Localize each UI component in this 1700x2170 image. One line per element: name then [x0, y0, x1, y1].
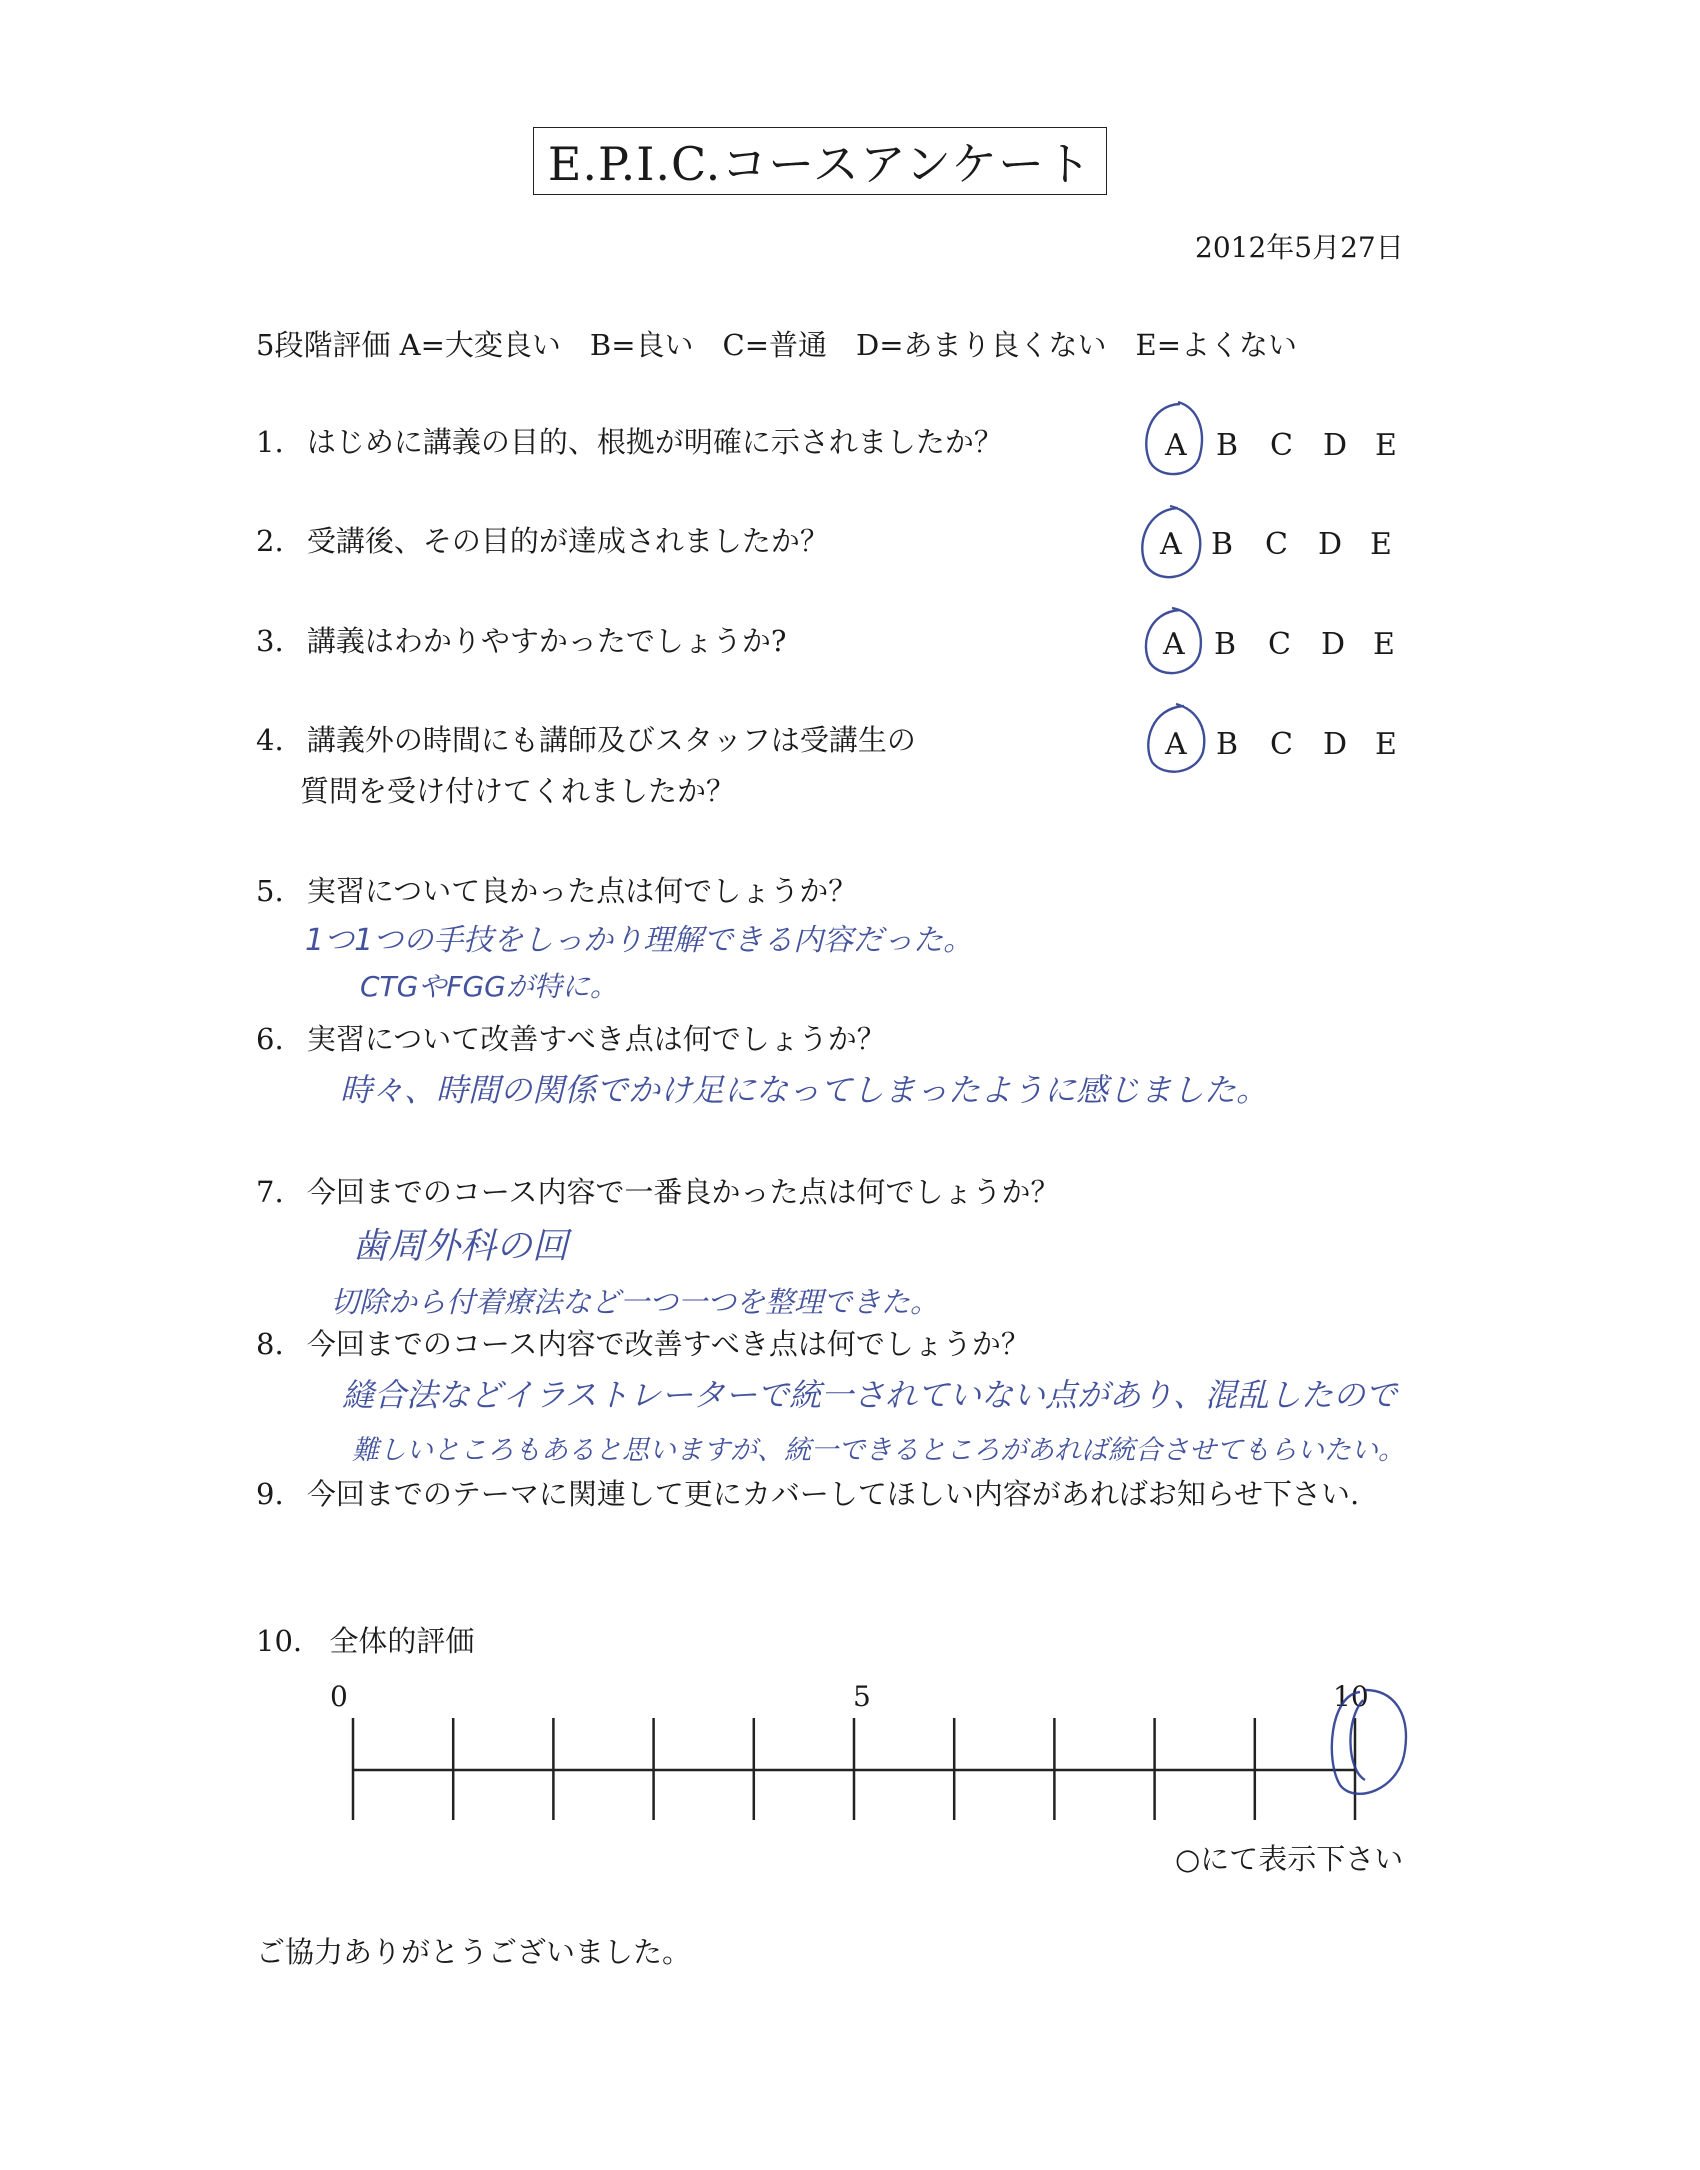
question-text: 全体的評価	[329, 1624, 475, 1658]
rating-legend: 5段階評価 A=大変良い B=良い C=普通 D=あまり良くない E=よくない	[256, 328, 1298, 362]
selection-circle-mark	[1332, 1690, 1406, 1794]
choice-e[interactable]: E	[1373, 627, 1395, 662]
question-text: 今回までのテーマに関連して更にカバーしてほしい内容があればお知らせ下さい.	[306, 1477, 1360, 1511]
choice-b[interactable]: B	[1216, 428, 1239, 463]
choice-c[interactable]: C	[1270, 727, 1293, 762]
question-number: 1.	[256, 425, 284, 459]
question-text: 今回までのコース内容で改善すべき点は何でしょうか？	[306, 1327, 1030, 1361]
choice-e[interactable]: E	[1375, 727, 1397, 762]
thanks-message: ご協力ありがとうございました。	[256, 1935, 692, 1969]
answer-5-line-1: 1つ1つの手技をしっかり理解できる内容だった。	[305, 923, 974, 958]
question-text: 講義外の時間にも講師及びスタッフは受講生の	[306, 723, 916, 757]
choice-b[interactable]: B	[1216, 727, 1239, 762]
question-number: 7.	[256, 1175, 284, 1209]
question-number: 3.	[256, 624, 284, 658]
answer-8-line-1: 縫合法などイラストレーターで統一されていない点があり、混乱したので	[342, 1376, 1398, 1414]
answer-7-line-2: 切除から付着療法など一つ一つを整理できた。	[330, 1285, 940, 1319]
choice-c[interactable]: C	[1265, 527, 1288, 562]
choice-a[interactable]: A	[1160, 527, 1182, 562]
scale-label-0: 0	[330, 1680, 348, 1713]
choice-c[interactable]: C	[1268, 627, 1291, 662]
question-text: 実習について改善すべき点は何でしょうか？	[306, 1022, 886, 1056]
scale-instruction: ○にて表示下さい	[1175, 1842, 1404, 1876]
scale-label-10: 10	[1333, 1680, 1369, 1713]
question-text: 受講後、その目的が達成されましたか？	[306, 524, 829, 558]
choice-b[interactable]: B	[1214, 627, 1237, 662]
question-number: 4.	[256, 723, 284, 757]
question-number: 2.	[256, 524, 284, 558]
choice-d[interactable]: D	[1321, 627, 1346, 662]
answer-6-line-1: 時々、時間の関係でかけ足になってしまったように感じました。	[340, 1071, 1269, 1109]
question-text: 講義はわかりやすかったでしょうか?	[306, 624, 787, 658]
question-number: 8.	[256, 1327, 284, 1361]
choice-a[interactable]: A	[1165, 428, 1187, 463]
choice-e[interactable]: E	[1375, 428, 1397, 463]
choice-a[interactable]: A	[1165, 727, 1187, 762]
choice-d[interactable]: D	[1318, 527, 1343, 562]
choice-a[interactable]: A	[1163, 627, 1185, 662]
scale-label-5: 5	[853, 1680, 871, 1713]
answer-8-line-2: 難しいところもあると思いますが、統一できるところがあれば統合させてもらいたい。	[352, 1435, 1405, 1466]
survey-title: E.P.I.C.コースアンケート	[533, 127, 1107, 195]
question-text: 今回までのコース内容で一番良かった点は何でしょうか？	[306, 1175, 1060, 1209]
choice-d[interactable]: D	[1323, 727, 1348, 762]
question-number: 6.	[256, 1022, 284, 1056]
survey-date: 2012年5月27日	[1195, 231, 1404, 264]
choice-b[interactable]: B	[1211, 527, 1234, 562]
question-number: 9.	[256, 1477, 284, 1511]
choice-c[interactable]: C	[1270, 428, 1293, 463]
answer-7-line-1: 歯周外科の回	[352, 1226, 569, 1267]
question-text: はじめに講義の目的、根拠が明確に示されましたか？	[306, 425, 1003, 459]
choice-e[interactable]: E	[1370, 527, 1392, 562]
question-4-continued: 質問を受け付けてくれましたか？	[300, 774, 736, 808]
answer-5-line-2: CTGやFGGが特に。	[360, 970, 618, 1003]
question-number: 5.	[256, 874, 284, 908]
choice-d[interactable]: D	[1323, 428, 1348, 463]
question-text: 実習について良かった点は何でしょうか？	[306, 874, 858, 908]
question-number: 10.	[256, 1624, 303, 1658]
